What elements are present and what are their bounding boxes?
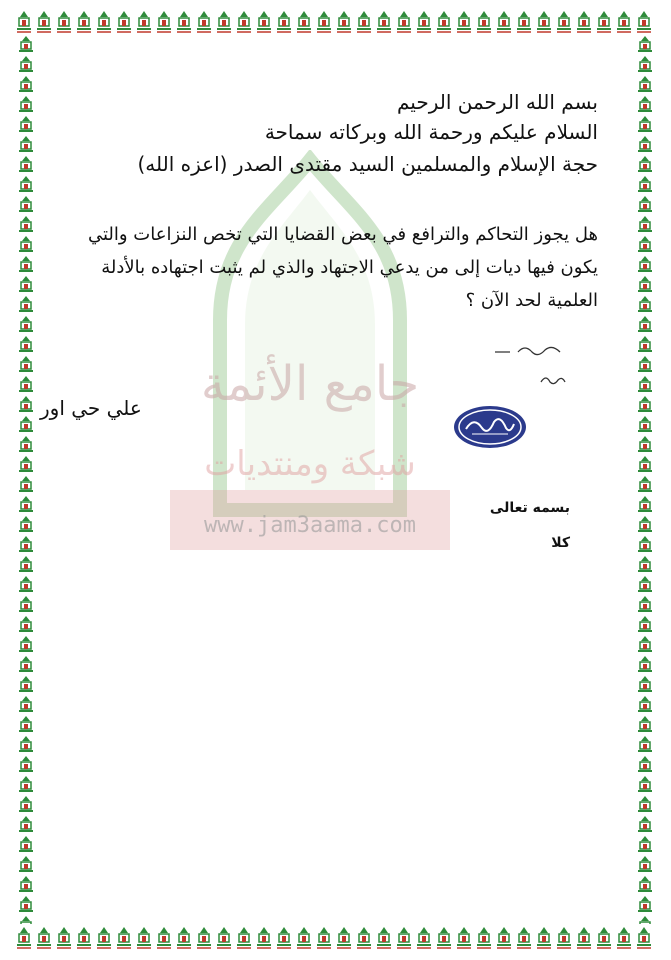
sender-name: علي حي اور [40,396,142,420]
office-seal-stamp [452,404,528,450]
addressee-line: حجة الإسلام والمسلمين السيد مقتدى الصدر (اعزه الله) [137,152,598,176]
watermark-logo [150,150,470,570]
decorative-border-top [14,8,657,34]
watermark-subtitle: شبكة ومنتديات [204,444,416,484]
handwritten-mark-small [538,372,568,388]
handwritten-mark [490,340,570,360]
reply-heading: بسمه تعالى [489,500,570,516]
reply-answer: كلا [551,535,570,551]
decorative-border-right [633,34,657,924]
salam-line: السلام عليكم ورحمة الله وبركاته سماحة [264,120,598,144]
decorative-border-bottom [14,924,657,950]
basmala-line: بسم الله الرحمن الرحيم [396,90,598,114]
decorative-border-left [14,34,38,924]
watermark-logo-text: جامع الأئمة [200,356,420,412]
question-text: هل يجوز التحاكم والترافع في بعض القضايا التي تخص النزاعات والتي يكون فيها ديات إلى من يدعي الاجتهاد والذي لم يثبت اجتهاده بالأدلة العلمية لحد الآن ؟ [87,224,598,311]
watermark-url: www.jam3aama.com [204,513,416,538]
